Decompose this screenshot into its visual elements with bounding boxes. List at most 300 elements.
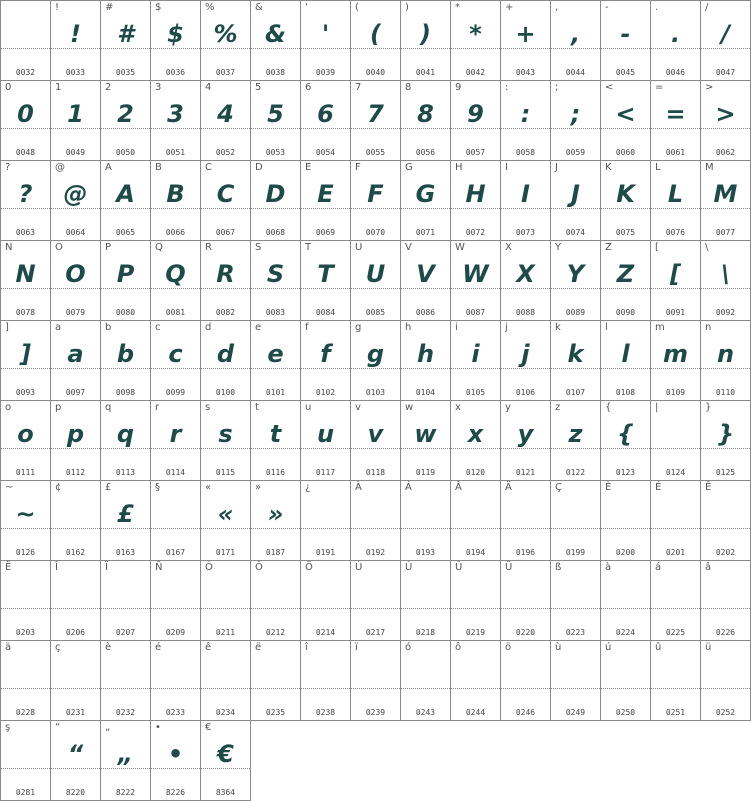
glyph-char-label: % [205,2,215,13]
glyph-cell [600,240,651,321]
glyph-code: 0126 [15,548,36,557]
glyph-cell [300,240,351,321]
glyph-char-label: = [655,82,664,93]
glyph-code: 0037 [215,68,236,77]
glyph-cell [0,400,51,481]
glyph-char-label: Ï [105,562,108,573]
glyph-cell [450,640,501,721]
glyph-sample: d [216,340,235,368]
glyph-cell [600,80,651,161]
glyph-cell [350,160,401,241]
glyph-char-label: X [505,242,512,253]
glyph-cell [550,320,601,401]
glyph-sample: 6 [317,100,334,128]
glyph-char-label: J [555,162,558,173]
glyph-code: 0043 [515,68,536,77]
glyph-char-label: v [355,402,361,413]
glyph-char-label: x [455,402,461,413]
glyph-sample: 4 [217,100,234,128]
glyph-code: 0167 [165,548,186,557]
glyph-code: 0209 [165,628,186,637]
glyph-sample: - [620,20,631,48]
glyph-sample: t [269,420,282,448]
glyph-code: 8220 [65,788,86,797]
glyph-cell [0,720,51,801]
baseline-guide [101,688,150,689]
glyph-sample: € [217,740,234,768]
glyph-code: 0079 [65,308,86,317]
glyph-char-label: m [655,322,665,333]
glyph-cell [700,160,751,241]
glyph-code: 0110 [715,388,736,397]
glyph-cell [100,720,151,801]
glyph-cell [0,320,51,401]
glyph-code: 0218 [415,628,436,637]
glyph-sample: f [320,340,331,368]
glyph-code: 0193 [415,548,436,557]
glyph-code: 8364 [215,788,236,797]
glyph-cell [350,320,401,401]
glyph-code: 0080 [115,308,136,317]
glyph-cell [400,0,451,81]
baseline-guide [701,608,750,609]
glyph-code: 0059 [565,148,586,157]
baseline-guide [51,608,100,609]
glyph-cell [0,240,51,321]
glyph-code: 0194 [465,548,486,557]
glyph-cell [50,720,101,801]
glyph-cell [100,560,151,641]
glyph-cell [250,240,301,321]
glyph-sample: $ [167,20,184,48]
glyph-char-label: B [155,162,162,173]
glyph-cell [450,400,501,481]
glyph-sample: ~ [15,500,36,528]
glyph-char-label: 6 [305,82,312,93]
glyph-char-label: F [355,162,361,173]
glyph-sample: n [716,340,735,368]
glyph-code: 0171 [215,548,236,557]
glyph-char-label: à [605,562,612,573]
glyph-char-label: ô [455,642,462,653]
glyph-cell [350,80,401,161]
glyph-code: 0098 [115,388,136,397]
glyph-char-label: i [455,322,458,333]
glyph-cell [150,480,201,561]
glyph-cell [150,640,201,721]
glyph-cell [450,160,501,241]
glyph-sample: F [367,180,384,208]
glyph-char-label: Ë [5,562,12,573]
glyph-char-label: ä [5,642,12,653]
glyph-code: 0064 [65,228,86,237]
glyph-sample: ) [420,20,431,48]
glyph-code: 0045 [615,68,636,77]
glyph-code: 0196 [515,548,536,557]
glyph-code: 0071 [415,228,436,237]
glyph-cell [300,480,351,561]
glyph-char-label: Ó [205,562,213,573]
glyph-code: 0231 [65,708,86,717]
glyph-sample: N [15,260,36,288]
glyph-code: 0092 [715,308,736,317]
glyph-cell [700,0,751,81]
glyph-cell [150,320,201,401]
glyph-sample: T [317,260,334,288]
glyph-char-label: z [555,402,561,413]
glyph-sample: y [517,420,534,448]
glyph-char-label: ó [405,642,412,653]
glyph-cell [650,320,701,401]
glyph-code: 0040 [365,68,386,77]
glyph-code: 0116 [265,468,286,477]
glyph-char-label: $ [155,2,162,13]
glyph-cell [350,640,401,721]
glyph-cell [450,240,501,321]
glyph-sample: o [17,420,34,448]
glyph-cell [650,560,701,641]
glyph-char-label: Á [405,482,412,493]
glyph-char-label: 9 [455,82,462,93]
glyph-char-label: 8 [405,82,412,93]
glyph-cell [100,240,151,321]
glyph-cell [400,640,451,721]
baseline-guide [401,688,450,689]
glyph-code: 0246 [515,708,536,717]
glyph-sample: Z [616,260,635,288]
baseline-guide [301,608,350,609]
glyph-cell [450,560,501,641]
glyph-code: 0214 [315,628,336,637]
glyph-cell [200,560,251,641]
glyph-char-label: . [655,2,659,13]
glyph-code: 0251 [665,708,686,717]
glyph-sample: S [266,260,285,288]
glyph-char-label: “ [55,722,61,733]
glyph-sample: C [216,180,235,208]
baseline-guide [501,528,550,529]
glyph-cell [600,160,651,241]
glyph-sample: D [265,180,286,208]
glyph-code: 0056 [415,148,436,157]
glyph-code: 0123 [615,468,636,477]
glyph-code: 0117 [315,468,336,477]
glyph-code: 0088 [515,308,536,317]
baseline-guide [701,688,750,689]
baseline-guide [451,608,500,609]
glyph-cell [150,400,201,481]
glyph-char-label: M [705,162,714,173]
glyph-code: 0121 [515,468,536,477]
glyph-char-label: < [605,82,614,93]
glyph-sample: u [316,420,335,448]
glyph-sample: B [166,180,185,208]
glyph-char-label: w [405,402,414,413]
baseline-guide [1,48,50,49]
glyph-char-label: Z [605,242,612,253]
glyph-sample: Q [165,260,186,288]
glyph-sample: { [616,420,635,448]
glyph-cell [650,80,701,161]
glyph-code: 0060 [615,148,636,157]
glyph-sample: R [216,260,235,288]
glyph-cell [250,560,301,641]
glyph-cell [700,480,751,561]
glyph-cell [0,560,51,641]
glyph-char-label: ( [355,2,359,13]
glyph-char-label: ö [505,642,512,653]
glyph-code: 0048 [15,148,36,157]
glyph-cell [550,0,601,81]
glyph-code: 0207 [115,628,136,637]
glyph-char-label: „ [105,722,111,733]
glyph-sample: J [571,180,580,208]
glyph-cell [250,480,301,561]
glyph-char-label: ç [55,642,61,653]
glyph-code: 0070 [365,228,386,237]
glyph-char-label: I [505,162,508,173]
glyph-code: 0074 [565,228,586,237]
baseline-guide [251,608,300,609]
glyph-cell [400,560,451,641]
glyph-char-label: Ö [305,562,313,573]
glyph-char-label: Ô [255,562,263,573]
glyph-char-label: * [455,2,460,13]
glyph-cell [400,320,451,401]
glyph-char-label: Q [155,242,163,253]
glyph-code: 0206 [65,628,86,637]
glyph-code: 0083 [265,308,286,317]
baseline-guide [651,448,700,449]
glyph-code: 0035 [115,68,136,77]
glyph-cell [400,480,451,561]
glyph-cell [100,80,151,161]
baseline-guide [601,528,650,529]
glyph-cell [50,80,101,161]
glyph-cell [150,560,201,641]
baseline-guide [51,688,100,689]
glyph-cell [100,0,151,81]
baseline-guide [451,688,500,689]
glyph-sample: > [715,100,736,128]
glyph-char-label: E [305,162,312,173]
glyph-sample: / [721,20,730,48]
baseline-guide [351,528,400,529]
glyph-code: 0049 [65,148,86,157]
glyph-char-label: è [105,642,112,653]
glyph-sample: x [467,420,484,448]
glyph-cell [500,160,551,241]
glyph-sample: £ [117,500,134,528]
glyph-sample: K [616,180,635,208]
glyph-code: 0066 [165,228,186,237]
glyph-sample: z [568,420,583,448]
glyph-char-label: ] [5,322,9,333]
baseline-guide [151,528,200,529]
glyph-cell [0,480,51,561]
glyph-code: 0087 [465,308,486,317]
glyph-char-label: > [705,82,714,93]
glyph-char-label: 2 [105,82,112,93]
glyph-cell [250,160,301,241]
glyph-char-label: g [355,322,362,333]
glyph-sample: G [415,180,436,208]
glyph-sample: m [662,340,688,368]
glyph-char-label: h [405,322,412,333]
baseline-guide [201,688,250,689]
glyph-cell [650,640,701,721]
glyph-char-label: Â [455,482,462,493]
glyph-code: 0199 [565,548,586,557]
glyph-char-label: R [205,242,212,253]
glyph-sample: „ [117,740,134,768]
glyph-cell [50,480,101,561]
glyph-sample: & [265,20,286,48]
glyph-code: 8222 [115,788,136,797]
baseline-guide [651,608,700,609]
glyph-code: 0233 [165,708,186,717]
glyph-code: 0046 [665,68,686,77]
glyph-cell [50,160,101,241]
glyph-cell [250,400,301,481]
glyph-char-label: ; [555,82,559,93]
glyph-code: 0212 [265,628,286,637]
glyph-code: 0249 [565,708,586,717]
glyph-code: 0058 [515,148,536,157]
glyph-sample: = [665,100,686,128]
glyph-char-label: { [605,402,612,413]
glyph-code: 0105 [465,388,486,397]
glyph-cell [700,80,751,161]
glyph-char-label: K [605,162,612,173]
glyph-code: 0203 [15,628,36,637]
glyph-code: 0211 [215,628,236,637]
glyph-code: 0084 [315,308,336,317]
glyph-char-label: Ú [405,562,413,573]
glyph-sample: “ [67,740,84,768]
glyph-sample: k [567,340,584,368]
glyph-char-label: N [5,242,13,253]
glyph-char-label: r [155,402,160,413]
glyph-cell [550,640,601,721]
glyph-cell [500,80,551,161]
glyph-sample: 8 [417,100,434,128]
glyph-code: 0077 [715,228,736,237]
glyph-cell [350,560,401,641]
glyph-char-label: 3 [155,82,162,93]
glyph-char-label: P [105,242,112,253]
glyph-char-label: V [405,242,412,253]
glyph-code: 0118 [365,468,386,477]
glyph-sample: % [213,20,238,48]
glyph-char-label: ê [205,642,212,653]
glyph-sample: g [366,340,385,368]
glyph-char-label: 5 [255,82,262,93]
glyph-cell [450,480,501,561]
glyph-sample: X [516,260,535,288]
glyph-char-label: ¢ [55,482,62,493]
glyph-cell [600,480,651,561]
glyph-code: 0102 [315,388,336,397]
glyph-char-label: j [505,322,508,333]
glyph-sample: ; [570,100,581,128]
glyph-cell [500,640,551,721]
glyph-cell [450,80,501,161]
baseline-guide [301,528,350,529]
glyph-sample: ] [20,340,31,368]
glyph-char-label: @ [55,162,65,173]
glyph-char-label: ß [555,562,562,573]
glyph-char-label: É [655,482,662,493]
glyph-sample: ! [70,20,81,48]
glyph-cell [500,240,551,321]
glyph-sample: 5 [267,100,284,128]
glyph-sample: 3 [167,100,184,128]
glyph-cell [650,400,701,481]
glyph-cell [0,160,51,241]
glyph-code: 0089 [565,308,586,317]
glyph-sample: M [713,180,738,208]
glyph-char-label: | [655,402,659,413]
glyph-sample: @ [63,180,88,208]
glyph-char-label: À [355,482,362,493]
glyph-char-label: a [55,322,62,333]
glyph-cell [650,240,701,321]
glyph-cell [600,400,651,481]
baseline-guide [351,688,400,689]
baseline-guide [151,608,200,609]
glyph-cell [700,240,751,321]
glyph-code: 0112 [65,468,86,477]
glyph-sample: 1 [67,100,84,128]
glyph-char-label: T [305,242,312,253]
glyph-sample: : [520,100,531,128]
glyph-sample: } [716,420,735,448]
glyph-char-label: + [505,2,514,13]
glyph-code: 0063 [15,228,36,237]
glyph-cell [600,320,651,401]
glyph-char-label: # [105,2,114,13]
glyph-cell [550,240,601,321]
glyph-sample: + [515,20,536,48]
glyph-code: 0042 [465,68,486,77]
glyph-sample: h [416,340,435,368]
glyph-code: 0067 [215,228,236,237]
glyph-code: 0187 [265,548,286,557]
glyph-sample: ( [370,20,381,48]
glyph-cell [200,240,251,321]
glyph-char-label: Ü [505,562,513,573]
glyph-code: 0097 [65,388,86,397]
glyph-char-label: » [255,482,262,493]
glyph-cell [200,640,251,721]
glyph-code: 0033 [65,68,86,77]
glyph-char-label: G [405,162,413,173]
glyph-char-label: , [555,2,559,13]
glyph-char-label: Î [55,562,58,573]
glyph-code: 0099 [165,388,186,397]
glyph-sample: « [217,500,234,528]
glyph-code: 0062 [715,148,736,157]
glyph-cell [150,720,201,801]
glyph-code: 0220 [515,628,536,637]
baseline-guide [101,608,150,609]
glyph-char-label: O [55,242,63,253]
glyph-cell [500,320,551,401]
glyph-sample: O [65,260,86,288]
glyph-code: 0200 [615,548,636,557]
glyph-char-label: • [155,722,161,733]
